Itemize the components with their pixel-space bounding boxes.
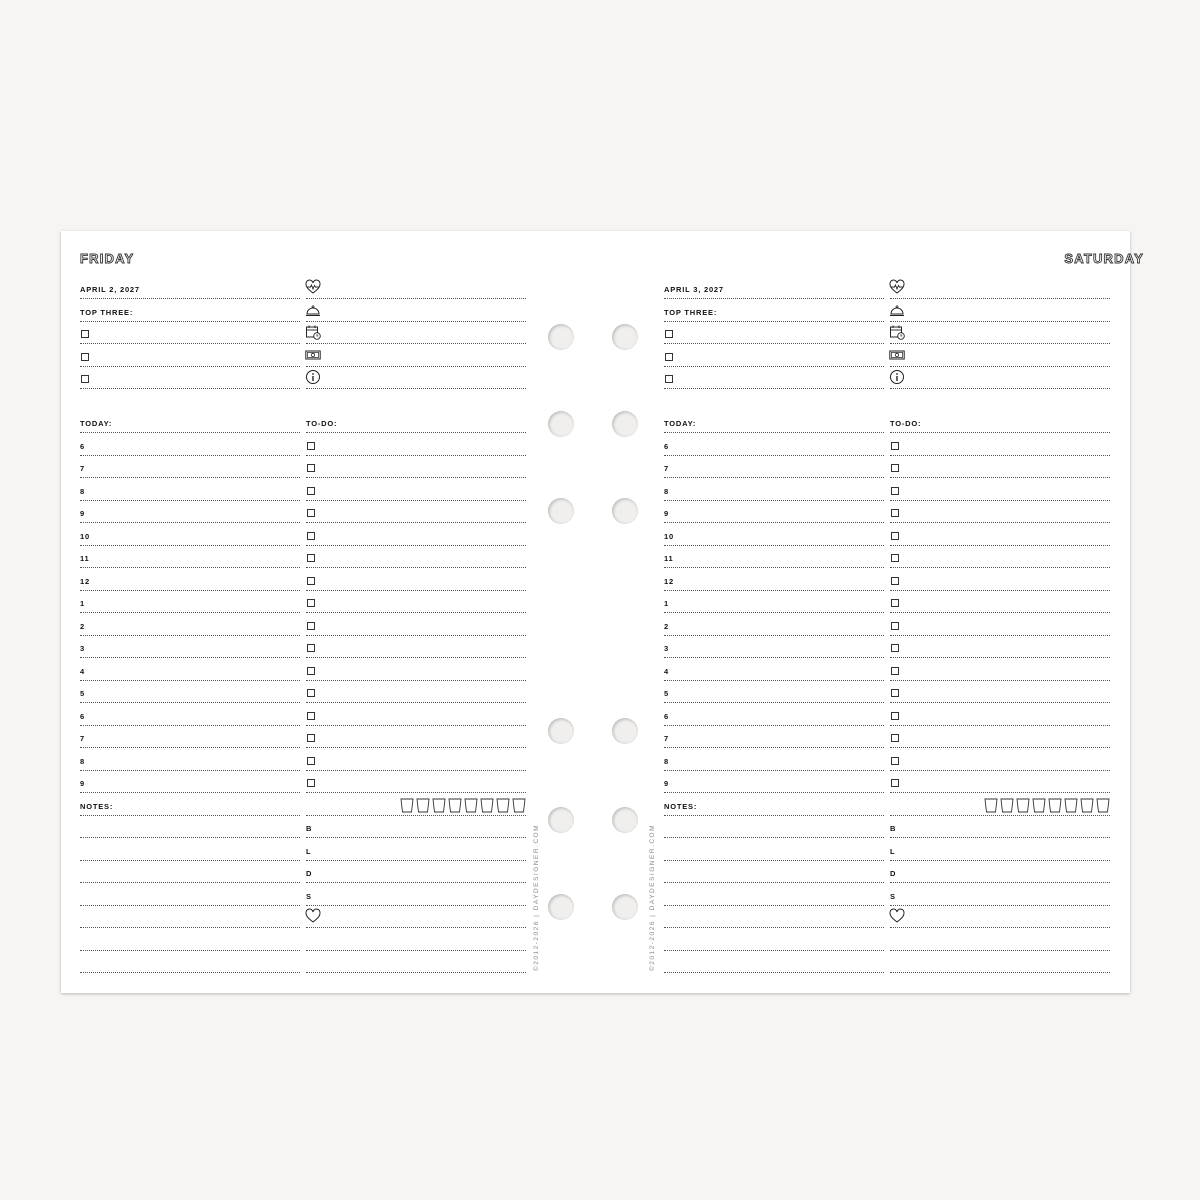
todo-checkbox[interactable]: [891, 689, 899, 697]
hour-row[interactable]: [664, 726, 884, 748]
meal-row[interactable]: [306, 884, 526, 906]
hour-row[interactable]: [664, 546, 884, 568]
todo-item[interactable]: [306, 726, 526, 748]
footer-copyright-left: ©2012-2026 | DAYDESIGNER.COM: [533, 824, 540, 971]
hour-row[interactable]: [80, 704, 300, 726]
todo-checkbox[interactable]: [307, 509, 315, 517]
gratitude-row[interactable]: [306, 906, 526, 928]
notes-line[interactable]: [80, 861, 300, 883]
todo-item[interactable]: [306, 749, 526, 771]
todo-item[interactable]: [890, 659, 1110, 681]
top-three-label: TOP THREE:: [80, 307, 134, 317]
todo-checkbox[interactable]: [891, 667, 899, 675]
heart-icon: [305, 908, 321, 924]
today-header[interactable]: [664, 411, 884, 433]
hour-label: 4: [664, 666, 669, 676]
todo-item[interactable]: [306, 771, 526, 793]
todo-checkbox[interactable]: [307, 712, 315, 720]
todo-label: TO-DO:: [306, 419, 338, 428]
water-cup-icon[interactable]: [1096, 798, 1110, 813]
todo-checkbox[interactable]: [307, 554, 315, 562]
hour-label: 6: [80, 711, 85, 721]
meal-label: L: [890, 846, 896, 856]
notes-line[interactable]: [664, 951, 884, 973]
hour-label: 8: [664, 756, 669, 766]
hour-label: 2: [664, 621, 669, 631]
tracker-row[interactable]: [306, 367, 526, 389]
hour-row[interactable]: [664, 479, 884, 501]
punch-hole: [612, 718, 638, 744]
todo-item[interactable]: [890, 524, 1110, 546]
blank-line[interactable]: [890, 929, 1110, 951]
notes-label: NOTES:: [80, 801, 114, 811]
meal-label: D: [890, 869, 897, 878]
top-three-item[interactable]: [664, 367, 884, 389]
hour-row[interactable]: [80, 479, 300, 501]
meal-label: B: [306, 824, 313, 833]
hour-label: 4: [80, 666, 85, 676]
hour-row[interactable]: [664, 591, 884, 613]
left-page: [80, 231, 530, 993]
water-cup-icon[interactable]: [1016, 798, 1030, 813]
hour-label: 7: [664, 734, 669, 743]
punch-hole: [548, 498, 574, 524]
tracker-row[interactable]: [306, 322, 526, 344]
todo-item[interactable]: [306, 434, 526, 456]
todo-item[interactable]: [890, 479, 1110, 501]
todo-item[interactable]: [890, 771, 1110, 793]
meal-row[interactable]: [306, 861, 526, 883]
hour-label: 8: [664, 486, 669, 496]
todo-checkbox[interactable]: [307, 577, 315, 585]
meal-row[interactable]: [890, 861, 1110, 883]
todo-checkbox[interactable]: [891, 644, 899, 652]
hour-label: 9: [664, 509, 669, 518]
todo-checkbox[interactable]: [891, 577, 899, 585]
hour-row[interactable]: [80, 614, 300, 636]
todo-item[interactable]: [890, 614, 1110, 636]
notes-line[interactable]: [80, 929, 300, 951]
notes-line[interactable]: [80, 839, 300, 861]
water-cup-icon[interactable]: [432, 798, 446, 813]
water-cups: [400, 798, 526, 813]
meal-row[interactable]: [306, 816, 526, 838]
today-label: TODAY:: [664, 419, 697, 428]
todo-item[interactable]: [306, 456, 526, 478]
hour-row[interactable]: [80, 501, 300, 523]
top-three-label: TOP THREE:: [664, 307, 718, 317]
top-three-checkbox[interactable]: [81, 330, 89, 338]
water-cup-icon[interactable]: [1000, 798, 1014, 813]
hour-label: 1: [80, 599, 85, 608]
tracker-row[interactable]: [890, 367, 1110, 389]
notes-line[interactable]: [80, 884, 300, 906]
water-cup-icon[interactable]: [496, 798, 510, 813]
top-three-item[interactable]: [80, 322, 300, 344]
todo-item[interactable]: [890, 636, 1110, 658]
hour-row[interactable]: [80, 681, 300, 703]
hour-label: 6: [80, 441, 85, 451]
hour-row[interactable]: [664, 569, 884, 591]
punch-hole: [548, 894, 574, 920]
top-three-item[interactable]: [80, 345, 300, 367]
todo-item[interactable]: [890, 591, 1110, 613]
todo-checkbox[interactable]: [891, 712, 899, 720]
planner-sheet: [61, 231, 1144, 993]
hour-row[interactable]: [664, 434, 884, 456]
punch-hole: [548, 411, 574, 437]
food-cloche-icon: [889, 302, 905, 318]
todo-checkbox[interactable]: [891, 509, 899, 517]
hour-label: 10: [664, 531, 674, 541]
hour-row[interactable]: [80, 569, 300, 591]
water-cup-icon[interactable]: [1032, 798, 1046, 813]
notes-line[interactable]: [664, 861, 884, 883]
hour-label: 9: [80, 779, 85, 788]
meal-label: D: [306, 869, 313, 878]
heart-rate-icon: [889, 279, 905, 295]
top-three-header[interactable]: [80, 300, 300, 322]
hour-row[interactable]: [80, 434, 300, 456]
todo-checkbox[interactable]: [307, 689, 315, 697]
top-three-checkbox[interactable]: [665, 353, 673, 361]
todo-checkbox[interactable]: [307, 757, 315, 765]
notes-line[interactable]: [664, 839, 884, 861]
tracker-row[interactable]: [890, 322, 1110, 344]
heart-icon: [889, 908, 905, 924]
hour-label: 2: [80, 621, 85, 631]
money-icon: [889, 347, 905, 363]
todo-checkbox[interactable]: [891, 779, 899, 787]
hour-row[interactable]: [80, 524, 300, 546]
top-three-item[interactable]: [80, 367, 300, 389]
todo-checkbox[interactable]: [307, 464, 315, 472]
hour-label: 10: [80, 531, 90, 541]
calendar-clock-icon: [305, 324, 321, 340]
top-three-checkbox[interactable]: [81, 375, 89, 383]
hour-label: 12: [80, 576, 90, 586]
notes-line[interactable]: [80, 951, 300, 973]
punch-hole: [612, 498, 638, 524]
meal-row[interactable]: [890, 839, 1110, 861]
todo-checkbox[interactable]: [891, 757, 899, 765]
hour-row[interactable]: [664, 456, 884, 478]
todo-item[interactable]: [306, 636, 526, 658]
notes-line[interactable]: [664, 884, 884, 906]
todo-item[interactable]: [890, 726, 1110, 748]
todo-item[interactable]: [306, 479, 526, 501]
hour-label: 7: [664, 464, 669, 473]
date-label: APRIL 2, 2027: [80, 285, 140, 294]
todo-checkbox[interactable]: [891, 599, 899, 607]
hour-label: 11: [80, 554, 90, 563]
tracker-row[interactable]: [306, 345, 526, 367]
todo-checkbox[interactable]: [891, 464, 899, 472]
punch-hole: [548, 324, 574, 350]
water-cup-icon[interactable]: [1064, 798, 1078, 813]
hour-row[interactable]: [664, 501, 884, 523]
todo-item[interactable]: [306, 681, 526, 703]
todo-item[interactable]: [306, 704, 526, 726]
todo-item[interactable]: [890, 704, 1110, 726]
hour-row[interactable]: [664, 524, 884, 546]
punch-hole: [612, 324, 638, 350]
tracker-row[interactable]: [306, 277, 526, 299]
heart-rate-icon: [305, 279, 321, 295]
hour-row[interactable]: [80, 749, 300, 771]
notes-line[interactable]: [664, 816, 884, 838]
todo-item[interactable]: [890, 569, 1110, 591]
blank-line[interactable]: [306, 929, 526, 951]
blank-line[interactable]: [890, 951, 1110, 973]
todo-checkbox[interactable]: [307, 734, 315, 742]
water-cup-icon[interactable]: [400, 798, 414, 813]
water-cup-icon[interactable]: [464, 798, 478, 813]
today-header[interactable]: [80, 411, 300, 433]
todo-item[interactable]: [890, 749, 1110, 771]
meal-row[interactable]: [890, 884, 1110, 906]
water-cup-icon[interactable]: [512, 798, 526, 813]
hour-row[interactable]: [664, 681, 884, 703]
today-label: TODAY:: [80, 419, 113, 428]
punch-hole: [548, 807, 574, 833]
hour-row[interactable]: [80, 771, 300, 793]
water-cup-icon[interactable]: [1080, 798, 1094, 813]
hour-row[interactable]: [80, 726, 300, 748]
punch-hole: [612, 807, 638, 833]
hour-row[interactable]: [664, 636, 884, 658]
todo-item[interactable]: [306, 501, 526, 523]
top-three-checkbox[interactable]: [665, 330, 673, 338]
hour-row[interactable]: [80, 591, 300, 613]
top-three-checkbox[interactable]: [81, 353, 89, 361]
hour-row[interactable]: [664, 659, 884, 681]
todo-checkbox[interactable]: [891, 734, 899, 742]
meal-label: L: [306, 846, 312, 856]
hour-label: 9: [664, 779, 669, 788]
notes-line[interactable]: [80, 816, 300, 838]
day-title: FRIDAY: [80, 251, 135, 266]
todo-item[interactable]: [890, 546, 1110, 568]
water-tracker[interactable]: [306, 794, 526, 816]
meal-label: B: [890, 824, 897, 833]
calendar-clock-icon: [889, 324, 905, 340]
todo-item[interactable]: [306, 591, 526, 613]
blank-line[interactable]: [306, 951, 526, 973]
todo-checkbox[interactable]: [891, 554, 899, 562]
info-icon: [305, 369, 321, 385]
todo-header[interactable]: [306, 411, 526, 433]
todo-item[interactable]: [306, 614, 526, 636]
todo-checkbox[interactable]: [307, 442, 315, 450]
todo-checkbox[interactable]: [891, 442, 899, 450]
water-cup-icon[interactable]: [416, 798, 430, 813]
todo-item[interactable]: [890, 456, 1110, 478]
water-cup-icon[interactable]: [480, 798, 494, 813]
notes-header[interactable]: [80, 794, 300, 816]
footer-copyright-right: ©2012-2026 | DAYDESIGNER.COM: [649, 824, 656, 971]
todo-checkbox[interactable]: [307, 532, 315, 540]
date-row[interactable]: [664, 277, 884, 299]
day-title: SATURDAY: [1064, 251, 1144, 266]
food-cloche-icon: [305, 302, 321, 318]
punch-hole: [612, 411, 638, 437]
tracker-row[interactable]: [890, 300, 1110, 322]
tracker-row[interactable]: [306, 300, 526, 322]
top-three-item[interactable]: [664, 322, 884, 344]
tracker-row[interactable]: [890, 345, 1110, 367]
hour-row[interactable]: [664, 614, 884, 636]
hour-label: 7: [80, 464, 85, 473]
todo-header[interactable]: [890, 411, 1110, 433]
hour-label: 3: [664, 644, 669, 653]
hour-row[interactable]: [664, 749, 884, 771]
water-cup-icon[interactable]: [984, 798, 998, 813]
todo-checkbox[interactable]: [891, 487, 899, 495]
hour-label: 9: [80, 509, 85, 518]
meal-row[interactable]: [890, 816, 1110, 838]
notes-header[interactable]: [664, 794, 884, 816]
top-three-header[interactable]: [664, 300, 884, 322]
tracker-row[interactable]: [890, 277, 1110, 299]
meal-row[interactable]: [306, 839, 526, 861]
punch-hole: [548, 718, 574, 744]
todo-checkbox[interactable]: [307, 644, 315, 652]
todo-checkbox[interactable]: [307, 487, 315, 495]
todo-label: TO-DO:: [890, 419, 922, 428]
hour-label: 8: [80, 756, 85, 766]
punch-hole: [612, 894, 638, 920]
water-tracker[interactable]: [890, 794, 1110, 816]
todo-item[interactable]: [306, 569, 526, 591]
todo-item[interactable]: [306, 546, 526, 568]
hour-row[interactable]: [664, 771, 884, 793]
notes-line[interactable]: [664, 929, 884, 951]
hour-label: 6: [664, 711, 669, 721]
hour-row[interactable]: [80, 659, 300, 681]
water-cup-icon[interactable]: [1048, 798, 1062, 813]
hour-label: 11: [664, 554, 674, 563]
todo-item[interactable]: [306, 524, 526, 546]
todo-checkbox[interactable]: [891, 532, 899, 540]
hour-row[interactable]: [80, 546, 300, 568]
todo-item[interactable]: [890, 434, 1110, 456]
notes-label: NOTES:: [664, 801, 698, 811]
todo-checkbox[interactable]: [307, 622, 315, 630]
hour-label: 5: [664, 689, 669, 698]
hour-label: 5: [80, 689, 85, 698]
notes-line[interactable]: [664, 906, 884, 928]
info-icon: [889, 369, 905, 385]
todo-item[interactable]: [890, 501, 1110, 523]
top-three-checkbox[interactable]: [665, 375, 673, 383]
todo-item[interactable]: [890, 681, 1110, 703]
todo-checkbox[interactable]: [891, 622, 899, 630]
hour-label: 7: [80, 734, 85, 743]
date-row[interactable]: [80, 277, 300, 299]
gratitude-row[interactable]: [890, 906, 1110, 928]
hour-label: 3: [80, 644, 85, 653]
todo-item[interactable]: [306, 659, 526, 681]
meal-label: S: [890, 891, 896, 901]
todo-checkbox[interactable]: [307, 667, 315, 675]
todo-checkbox[interactable]: [307, 779, 315, 787]
hour-label: 8: [80, 486, 85, 496]
date-label: APRIL 3, 2027: [664, 285, 724, 294]
hour-label: 6: [664, 441, 669, 451]
todo-checkbox[interactable]: [307, 599, 315, 607]
notes-line[interactable]: [80, 906, 300, 928]
hour-row[interactable]: [80, 636, 300, 658]
hour-label: 12: [664, 576, 674, 586]
money-icon: [305, 347, 321, 363]
meal-label: S: [306, 891, 312, 901]
hour-row[interactable]: [664, 704, 884, 726]
right-page: [664, 231, 1144, 993]
water-cup-icon[interactable]: [448, 798, 462, 813]
hour-row[interactable]: [80, 456, 300, 478]
hour-label: 1: [664, 599, 669, 608]
water-cups: [984, 798, 1110, 813]
top-three-item[interactable]: [664, 345, 884, 367]
